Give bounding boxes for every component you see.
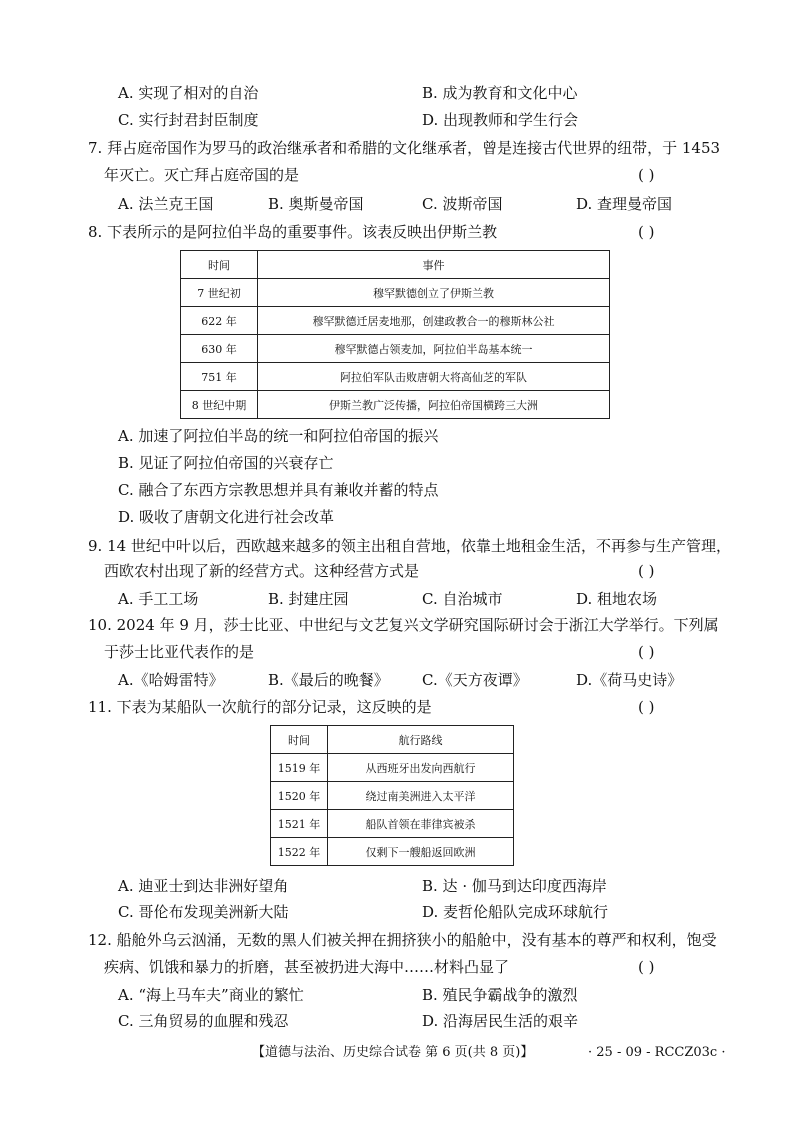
q7-stem-line1: 7. 拜占庭帝国作为罗马的政治继承者和希腊的文化继承者，曾是连接古代世界的纽带，于 1453 [88,139,721,157]
q8-option-c: C. 融合了东西方宗教思想并具有兼收并蓄的特点 [118,481,439,499]
q12-option-b: B. 殖民争霸战争的激烈 [422,986,578,1004]
table-cell-event: 阿拉伯军队击败唐朝大将高仙芝的军队 [258,363,610,391]
q10-stem-line2: 于莎士比亚代表作的是 [104,643,255,661]
q10-option-d: D.《荷马史诗》 [576,671,683,689]
q11-option-c: C. 哥伦布发现美洲新大陆 [118,903,289,921]
q12-answer-paren: ( ) [638,958,655,976]
q9-stem-line1: 9. 14 世纪中叶以后，西欧越来越多的领主出租自营地，依靠土地租金生活，不再参与生产管理， [88,537,731,555]
q10-option-a: A.《哈姆雷特》 [118,671,224,689]
table-cell-time: 8 世纪中期 [181,391,258,419]
table-cell-time: 1520 年 [271,782,328,810]
q6-option-d: D. 出现教师和学生行会 [422,111,579,129]
page-footer-code: · 25 - 09 - RCCZ03c · [588,1045,726,1060]
q8-option-d: D. 吸收了唐朝文化进行社会改革 [118,508,335,526]
q8-answer-paren: ( ) [638,223,655,241]
table-cell-route: 从西班牙出发向西航行 [328,754,514,782]
q7-stem-line2: 年灭亡。灭亡拜占庭帝国的是 [104,166,300,184]
table-cell-event: 穆罕默德占领麦加，阿拉伯半岛基本统一 [258,335,610,363]
table-cell-time: 1521 年 [271,810,328,838]
q9-option-a: A. 手工工场 [118,590,199,608]
table-row [271,810,514,838]
q7-option-c: C. 波斯帝国 [422,195,503,213]
q11-option-b: B. 达 · 伽马到达印度西海岸 [422,877,607,895]
q10-answer-paren: ( ) [638,643,655,661]
q7-answer-paren: ( ) [638,166,655,184]
q7-option-a: A. 法兰克王国 [118,195,214,213]
table-header-row [181,251,610,279]
q10-stem-line1: 10. 2024 年 9 月，莎士比亚、中世纪与文艺复兴文学研究国际研讨会于浙江大学举行。下列属 [88,616,719,634]
table-header-cell: 事件 [258,251,610,279]
table-row [181,335,610,363]
q11-voyage-table [270,725,514,866]
q7-option-b: B. 奥斯曼帝国 [268,195,364,213]
q8-option-b: B. 见证了阿拉伯帝国的兴衰存亡 [118,454,334,472]
table-row [181,391,610,419]
table-cell-time: 1519 年 [271,754,328,782]
table-cell-route: 绕过南美洲进入太平洋 [328,782,514,810]
page-footer-title: 【道德与法治、历史综合试卷 第 6 页(共 8 页)】 [252,1045,534,1060]
q8-stem: 8. 下表所示的是阿拉伯半岛的重要事件。该表反映出伊斯兰教 [88,223,498,241]
q12-option-a: A. “海上马车夫”商业的繁忙 [118,986,304,1004]
q11-option-a: A. 迪亚士到达非洲好望角 [118,877,289,895]
table-row [181,363,610,391]
table-cell-event: 穆罕默德创立了伊斯兰教 [258,279,610,307]
q11-option-d: D. 麦哲伦船队完成环球航行 [422,903,609,921]
table-cell-event: 穆罕默德迁居麦地那，创建政教合一的穆斯林公社 [258,307,610,335]
q12-stem-line1: 12. 船舱外乌云汹涌，无数的黑人们被关押在拥挤狭小的船舱中，没有基本的尊严和权利，饱受 [88,931,717,949]
table-header-row [271,726,514,754]
q7-option-d: D. 查理曼帝国 [576,195,673,213]
table-cell-event: 伊斯兰教广泛传播，阿拉伯帝国横跨三大洲 [258,391,610,419]
q6-option-b: B. 成为教育和文化中心 [422,84,578,102]
q9-stem-line2: 西欧农村出现了新的经营方式。这种经营方式是 [104,562,420,580]
q11-answer-paren: ( ) [638,698,655,716]
q9-option-c: C. 自治城市 [422,590,503,608]
table-header-cell: 时间 [271,726,328,754]
q12-option-d: D. 沿海居民生活的艰辛 [422,1012,579,1030]
table-row [181,279,610,307]
table-cell-time: 751 年 [181,363,258,391]
table-row [271,838,514,866]
q6-option-a: A. 实现了相对的自治 [118,84,259,102]
q9-answer-paren: ( ) [638,562,655,580]
table-cell-time: 622 年 [181,307,258,335]
q10-option-b: B.《最后的晚餐》 [268,671,389,689]
q6-option-c: C. 实行封君封臣制度 [118,111,259,129]
q9-option-b: B. 封建庄园 [268,590,349,608]
table-row [181,307,610,335]
table-row [271,754,514,782]
table-cell-route: 船队首领在菲律宾被杀 [328,810,514,838]
q11-stem: 11. 下表为某船队一次航行的部分记录，这反映的是 [88,698,432,716]
q12-option-c: C. 三角贸易的血腥和残忍 [118,1012,289,1030]
table-cell-time: 630 年 [181,335,258,363]
q10-option-c: C.《天方夜谭》 [422,671,528,689]
q8-option-a: A. 加速了阿拉伯半岛的统一和阿拉伯帝国的振兴 [118,427,439,445]
table-header-cell: 时间 [181,251,258,279]
q8-events-table [180,250,610,419]
table-cell-route: 仅剩下一艘船返回欧洲 [328,838,514,866]
q12-stem-line2: 疾病、饥饿和暴力的折磨，甚至被扔进大海中……材料凸显了 [104,958,510,976]
q9-option-d: D. 租地农场 [576,590,658,608]
table-cell-time: 1522 年 [271,838,328,866]
table-row [271,782,514,810]
table-header-cell: 航行路线 [328,726,514,754]
table-cell-time: 7 世纪初 [181,279,258,307]
